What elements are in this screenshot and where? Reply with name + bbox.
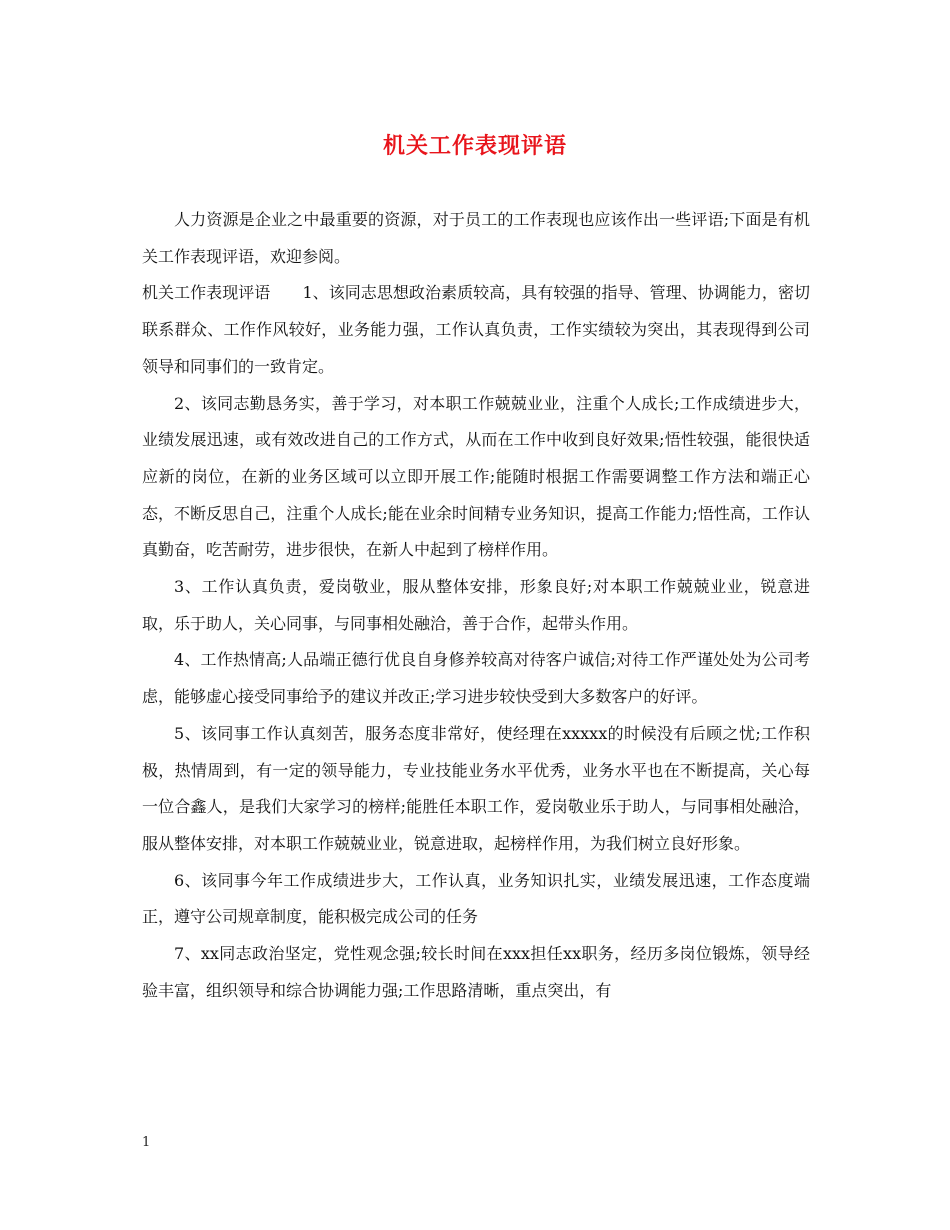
paragraph-item-5: 5、该同事工作认真刻苦，服务态度非常好，使经理在xxxxx的时候没有后顾之忧;工作积极，热情周到，有一定的领导能力，专业技能业务水平优秀，业务水平也在不断提高，关心每一位合鑫人，是我们大家学习的榜样;能胜任本职工作，爱岗敬业乐于助人，与同事相处融洽，服从整体安排，对本职工作兢兢业业，锐意进取，起榜样作用，为我们树立良好形象。 xyxy=(142,723,810,853)
paragraph-item-4: 4、工作热情高;人品端正德行优良自身修养较高对待客户诚信;对待工作严谨处处为公司考虑，能够虚心接受同事给予的建议并改正;学习进步较快受到大多数客户的好评。 xyxy=(142,650,810,707)
document-body xyxy=(142,202,810,1009)
paragraph-item-1: 机关工作表现评语 1、该同志思想政治素质较高，具有较强的指导、管理、协调能力，密切联系群众、工作作风较好，业务能力强，工作认真负责，工作实绩较为突出，其表现得到公司领导和同事们的一致肯定。 xyxy=(142,283,810,376)
document-title: 机关工作表现评语 xyxy=(382,133,567,159)
paragraph-item-3: 3、工作认真负责，爱岗敬业，服从整体安排，形象良好;对本职工作兢兢业业，锐意进取，乐于助人，关心同事，与同事相处融洽，善于合作，起带头作用。 xyxy=(142,577,810,633)
paragraph-item-6: 6、该同事今年工作成绩进步大，工作认真，业务知识扎实，业绩发展迅速，工作态度端正，遵守公司规章制度，能积极完成公司的任务 xyxy=(142,870,810,927)
paragraph-item-2: 2、该同志勤恳务实，善于学习，对本职工作兢兢业业，注重个人成长;工作成绩进步大，业绩发展迅速，或有效改进自己的工作方式，从而在工作中收到良好效果;悟性较强，能很快适应新的岗位，在新的业务区域可以立即开展工作;能随时根据工作需要调整工作方法和端正心态，不断反思自己，注重个人成长;能在业余时间精专业务知识，提高工作能力;悟性高，工作认真勤奋，吃苦耐劳，进步很快，在新人中起到了榜样作用。 xyxy=(142,393,810,560)
paragraph-item-7: 7、xx同志政治坚定，党性观念强;较长时间在xxx担任xx职务，经历多岗位锻炼，领导经验丰富，组织领导和综合协调能力强;工作思路清晰，重点突出，有 xyxy=(142,944,810,1000)
page-number: 1 xyxy=(142,1135,151,1150)
paragraph-intro: 人力资源是企业之中最重要的资源，对于员工的工作表现也应该作出一些评语;下面是有机关工作表现评语，欢迎参阅。 xyxy=(142,210,810,266)
